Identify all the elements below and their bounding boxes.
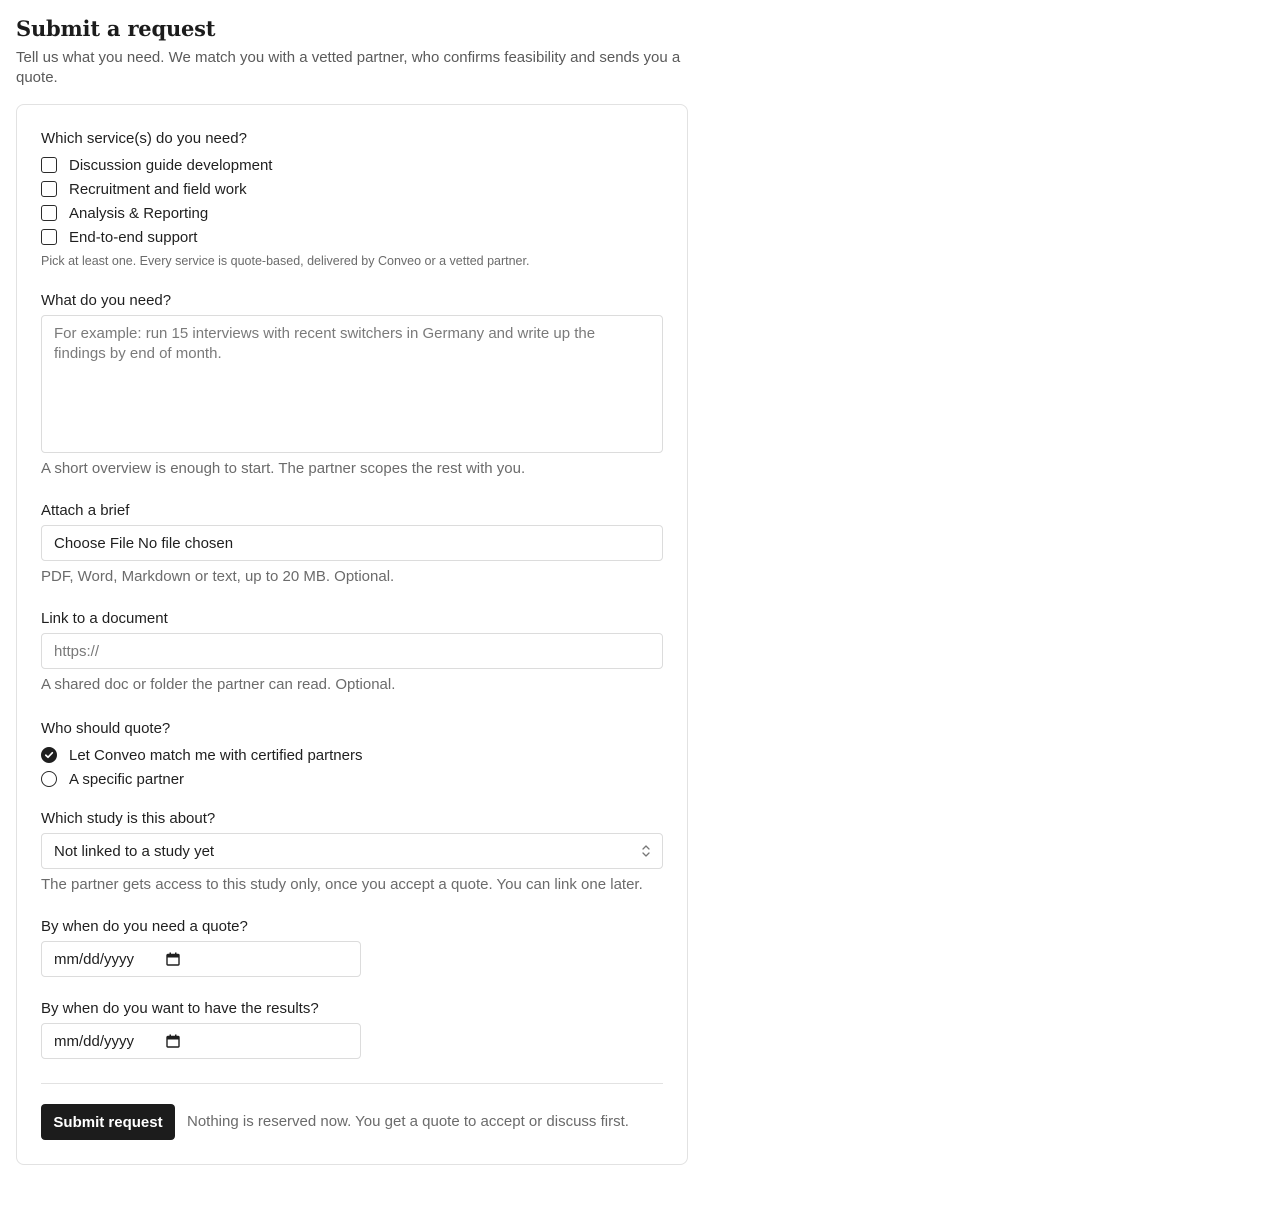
need-label: What do you need? [41,292,172,309]
results-date-placeholder: mm/dd/yyyy [54,1032,135,1050]
quote-option-label: Let Conveo match me with certified partners [69,746,363,764]
link-placeholder: https:// [54,642,100,660]
service-checkbox[interactable] [41,205,57,221]
study-label: Which study is this about? [41,810,216,827]
page-subtitle: Tell us what you need. We match you with a vetted partner, who confirms feasibility and sends you a quote. [16,49,681,86]
brief-file-input[interactable] [41,525,663,561]
radio-button[interactable] [41,771,57,787]
need-help: A short overview is enough to start. The partner scopes the rest with you. [41,460,526,477]
quote-date-input[interactable] [41,941,361,977]
service-option-label: Analysis & Reporting [69,204,209,222]
study-help: The partner gets access to this study only, once you accept a quote. You can link one later. [41,876,643,893]
service-option-label: Discussion guide development [69,156,273,174]
need-textarea[interactable] [41,315,663,453]
submit-request-button[interactable]: Submit request [41,1104,175,1140]
submit-note: Nothing is reserved now. You get a quote to accept or discuss first. [187,1113,629,1130]
calendar-icon[interactable] [166,952,180,966]
service-option-discussion-guide[interactable] [41,156,272,174]
service-option-label: Recruitment and field work [69,180,247,198]
link-help: A shared doc or folder the partner can read. Optional. [41,676,396,693]
service-option-end-to-end[interactable] [41,228,197,246]
quote-option-conveo-match[interactable] [41,746,362,764]
page-title: Submit a request [16,16,216,41]
results-date-input[interactable] [41,1023,361,1059]
service-checkbox[interactable] [41,157,57,173]
service-option-recruitment[interactable] [41,180,247,198]
brief-label: Attach a brief [41,502,130,519]
brief-help: PDF, Word, Markdown or text, up to 20 MB. Optional. [41,568,395,585]
quote-date-placeholder: mm/dd/yyyy [54,950,135,968]
study-selected-value: Not linked to a study yet [54,842,215,860]
quote-date-label: By when do you need a quote? [41,918,248,935]
radio-button[interactable] [41,747,57,763]
services-label: Which service(s) do you need? [41,130,247,147]
check-icon [44,750,54,760]
calendar-icon[interactable] [166,1034,180,1048]
quote-option-label: A specific partner [69,770,185,788]
quote-source-label: Who should quote? [41,720,171,737]
quote-option-specific-partner[interactable] [41,770,184,788]
request-form [16,104,688,1165]
service-checkbox[interactable] [41,181,57,197]
choose-file-button[interactable]: Choose File [54,534,135,552]
service-option-analysis[interactable] [41,204,208,222]
select-chevrons-icon [640,843,652,859]
study-select[interactable] [41,833,663,869]
link-input[interactable] [41,633,663,669]
service-checkbox[interactable] [41,229,57,245]
results-date-label: By when do you want to have the results? [41,1000,319,1017]
services-help: Pick at least one. Every service is quote-based, delivered by Conveo or a vetted partner. [41,254,530,268]
service-option-label: End-to-end support [69,228,198,246]
form-divider [41,1083,663,1084]
file-status: No file chosen [138,534,234,552]
need-placeholder: For example: run 15 interviews with recent switchers in Germany and write up the findings by end of month. [54,325,596,362]
link-label: Link to a document [41,610,168,627]
